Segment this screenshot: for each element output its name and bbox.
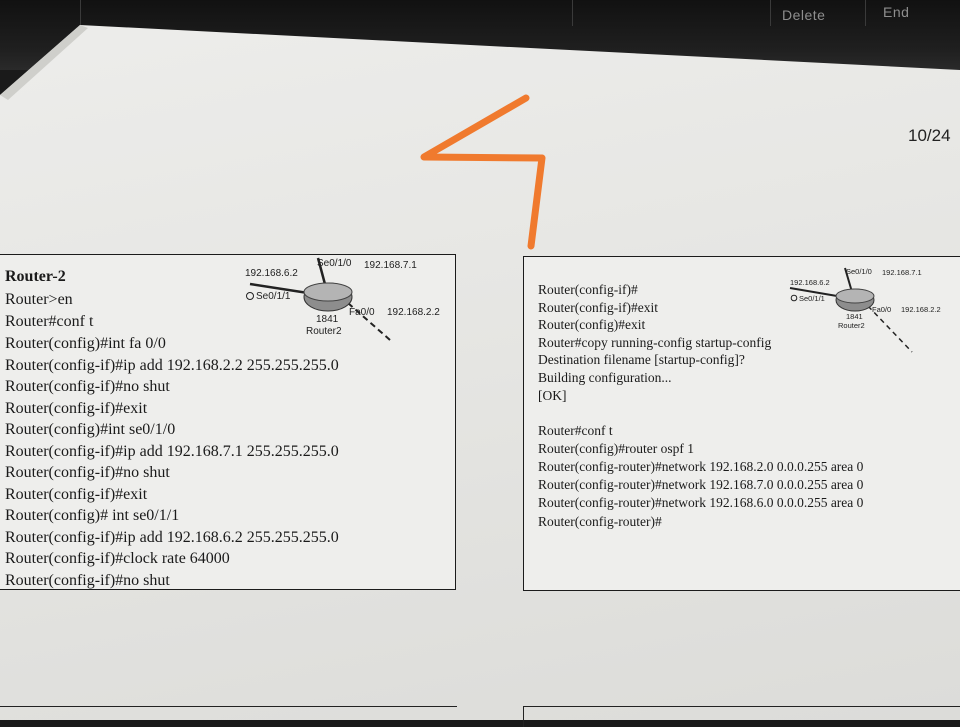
left-cmd-line: Router(config-if)#exit	[5, 400, 148, 417]
left-cmd-line: Router(config)#int fa 0/0	[5, 335, 166, 352]
left-cmd-line: Router(config-if)#clock rate 64000	[5, 550, 230, 567]
right-cmd-line: Destination filename [startup-config]?	[538, 352, 745, 367]
right-cmd-line: Router#copy running-config startup-config	[538, 335, 772, 350]
left-cmd-line: Router#conf t	[5, 313, 94, 330]
router-icon-top	[836, 289, 874, 303]
left-cmd-line: Router>en	[5, 291, 73, 308]
left-cmd-line: Router(config-if)#ip add 192.168.7.1 255.255.255.0	[5, 443, 339, 460]
left-box-title: Router-2	[5, 268, 66, 285]
right-cmd-line: Router(config-router)#network 192.168.2.0 0.0.0.255 area 0	[538, 459, 864, 474]
se010-label: Se0/1/0	[846, 267, 872, 276]
router-model-label: 1841	[316, 314, 339, 325]
page-number: 10/24	[908, 126, 951, 145]
right-cmd-line: Router(config-router)#network 192.168.6.0 0.0.0.255 area 0	[538, 495, 864, 510]
left-cmd-line: Router(config-if)#no shut	[5, 378, 170, 395]
ip-2-2-label: 192.168.2.2	[387, 307, 440, 318]
ip-6-2-label: 192.168.6.2	[790, 278, 830, 287]
left-cmd-line: Router(config-if)#no shut	[5, 464, 170, 481]
fa00-label: Fa0/0	[872, 305, 892, 314]
router-name-label: Router2	[306, 326, 342, 337]
left-cmd-line: Router(config-if)#exit	[5, 486, 148, 503]
right-cmd-line: Router(config-router)#network 192.168.7.0 0.0.0.255 area 0	[538, 477, 864, 492]
se010-label: Se0/1/0	[317, 258, 352, 269]
ip-7-1-label: 192.168.7.1	[364, 260, 417, 271]
end-key-label: End	[883, 4, 910, 20]
next-config-box-right	[523, 706, 960, 727]
left-cmd-line: Router(config)# int se0/1/1	[5, 507, 180, 524]
clock-icon	[791, 295, 797, 301]
left-cmd-line: Router(config-if)#no shut	[5, 572, 170, 589]
right-cmd-line: [OK]	[538, 388, 567, 403]
left-cmd-line: Router(config-if)#ip add 192.168.6.2 255.255.255.0	[5, 529, 339, 546]
right-cmd-line: Router(config-router)#	[538, 514, 662, 529]
right-cmd-line: Router#conf t	[538, 423, 613, 438]
right-cmd-line: Router(config-if)#exit	[538, 300, 658, 315]
delete-key-label: Delete	[782, 7, 826, 23]
next-config-box-left	[0, 706, 457, 727]
se011-label: Se0/1/1	[799, 294, 825, 303]
fa00-label: Fa0/0	[349, 307, 375, 318]
ip-6-2-label: 192.168.6.2	[245, 268, 298, 279]
right-cmd-line: Router(config)#exit	[538, 317, 646, 332]
left-cmd-line: Router(config-if)#ip add 192.168.2.2 255.255.255.0	[5, 357, 339, 374]
ip-2-2-label: 192.168.2.2	[901, 305, 941, 314]
router-name-label: Router2	[838, 321, 865, 330]
router-model-label: 1841	[846, 312, 863, 321]
right-cmd-line: Router(config)#router ospf 1	[538, 441, 694, 456]
ip-7-1-label: 192.168.7.1	[882, 268, 922, 277]
left-cmd-line: Router(config)#int se0/1/0	[5, 421, 176, 438]
right-cmd-line: Building configuration...	[538, 370, 672, 385]
se011-label: Se0/1/1	[256, 291, 291, 302]
right-cmd-line: Router(config-if)#	[538, 282, 638, 297]
